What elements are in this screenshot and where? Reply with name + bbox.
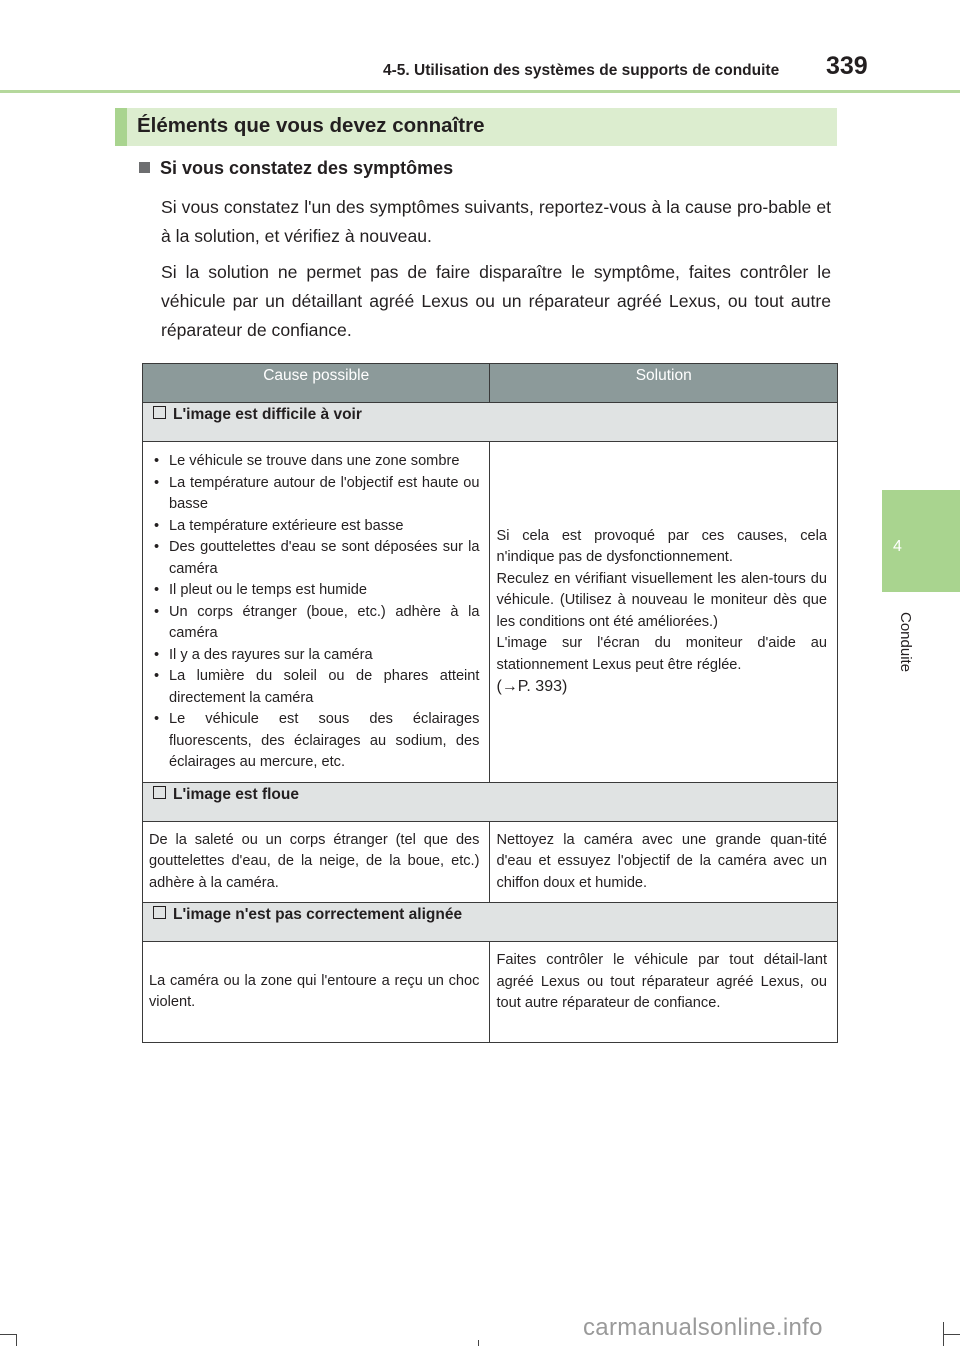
solution-cell (490, 442, 838, 783)
symptoms-table (142, 363, 838, 1043)
crop-mark (943, 1322, 944, 1346)
intro-paragraph: Si vous constatez l'un des symptômes suivants, reportez-vous à la cause pro-bable et à la solution, et vérifiez à nouveau. (161, 197, 831, 246)
list-item: • Le véhicule se trouve dans une zone sombre (149, 451, 479, 473)
page-number: 339 (826, 52, 868, 80)
checkbox-icon (153, 906, 166, 919)
table-row (143, 942, 838, 1043)
table-row (143, 821, 838, 903)
cause-cell (143, 442, 490, 783)
table-row (143, 442, 838, 783)
group-row (143, 782, 838, 821)
group-title-cell (143, 903, 838, 942)
watermark: carmanualsonline.info (583, 1314, 823, 1341)
list-item: • Un corps étranger (boue, etc.) adhère à la caméra (149, 602, 479, 645)
square-bullet-icon (139, 162, 150, 173)
solution-line: L'image sur l'écran du moniteur d'aide au stationnement Lexus peut être réglée. (496, 635, 827, 673)
cause-list (149, 451, 479, 774)
solution-line: Reculez en vérifiant visuellement les alen-tours du véhicule. (Utilisez à nouveau le moniteur dès que les conditions ont été améliorées.) (496, 570, 827, 630)
list-item: • Le véhicule est sous des éclairages fluorescents, des éclairages au sodium, des éclairages au mercure, etc. (149, 709, 479, 774)
chapter-title: 4-5. Utilisation des systèmes de supports de conduite (383, 62, 780, 79)
group-title: L'image est difficile à voir (173, 406, 362, 423)
section-title: Éléments que vous devez connaître (137, 114, 485, 137)
group-title: L'image n'est pas correctement alignée (173, 906, 463, 923)
column-header-solution: Solution (490, 364, 838, 403)
crop-mark (943, 1334, 960, 1335)
group-title-cell (143, 782, 838, 821)
solution-cell: Nettoyez la caméra avec une grande quan-tité d'eau et essuyez l'objectif de la caméra avec un chiffon doux et humide. (490, 821, 838, 903)
group-title: L'image est floue (173, 785, 299, 803)
group-title-cell (143, 403, 838, 442)
header-rule (0, 90, 960, 93)
solution-cell: Faites contrôler le véhicule par tout détail-lant agréé Lexus ou tout réparateur agréé Lexus, ou tout autre réparateur de confiance. (490, 942, 838, 1043)
list-item: • La température autour de l'objectif est haute ou basse (149, 473, 479, 516)
list-item: • Il pleut ou le temps est humide (149, 580, 479, 602)
group-row (143, 903, 838, 942)
list-item: • Il y a des rayures sur la caméra (149, 645, 479, 667)
crop-mark (16, 1334, 17, 1346)
list-item: • Des gouttelettes d'eau se sont déposées sur la caméra (149, 537, 479, 580)
subheading-text: Si vous constatez des symptômes (160, 158, 454, 178)
chapter-tab-number: 4 (893, 538, 902, 555)
section-heading-accent (115, 108, 127, 146)
crop-mark (478, 1340, 479, 1346)
page-reference: (→P. 393) (496, 678, 568, 696)
column-header-cause: Cause possible (143, 364, 490, 403)
group-row (143, 403, 838, 442)
list-item: • La lumière du soleil ou de phares atteint directement la caméra (149, 666, 479, 709)
solution-line: Si cela est provoqué par ces causes, cela n'indique pas de dysfonctionnement. (496, 527, 827, 566)
checkbox-icon (153, 786, 166, 799)
subheading (139, 158, 453, 179)
list-item: • La température extérieure est basse (149, 516, 479, 538)
cause-cell: De la saleté ou un corps étranger (tel que des gouttelettes d'eau, de la neige, de la boue, etc.) adhère à la caméra. (143, 821, 490, 903)
table-header-row (143, 364, 838, 403)
advice-paragraph: Si la solution ne permet pas de faire disparaître le symptôme, faites contrôler le véhicule par un détaillant agréé Lexus ou un réparateur agréé Lexus, ou tout autre réparateur de confiance. (161, 262, 831, 340)
crop-mark (0, 1334, 16, 1335)
checkbox-icon (153, 406, 166, 419)
cause-cell: La caméra ou la zone qui l'entoure a reçu un choc violent. (143, 942, 490, 1043)
chapter-tab-label: Conduite (897, 612, 914, 673)
